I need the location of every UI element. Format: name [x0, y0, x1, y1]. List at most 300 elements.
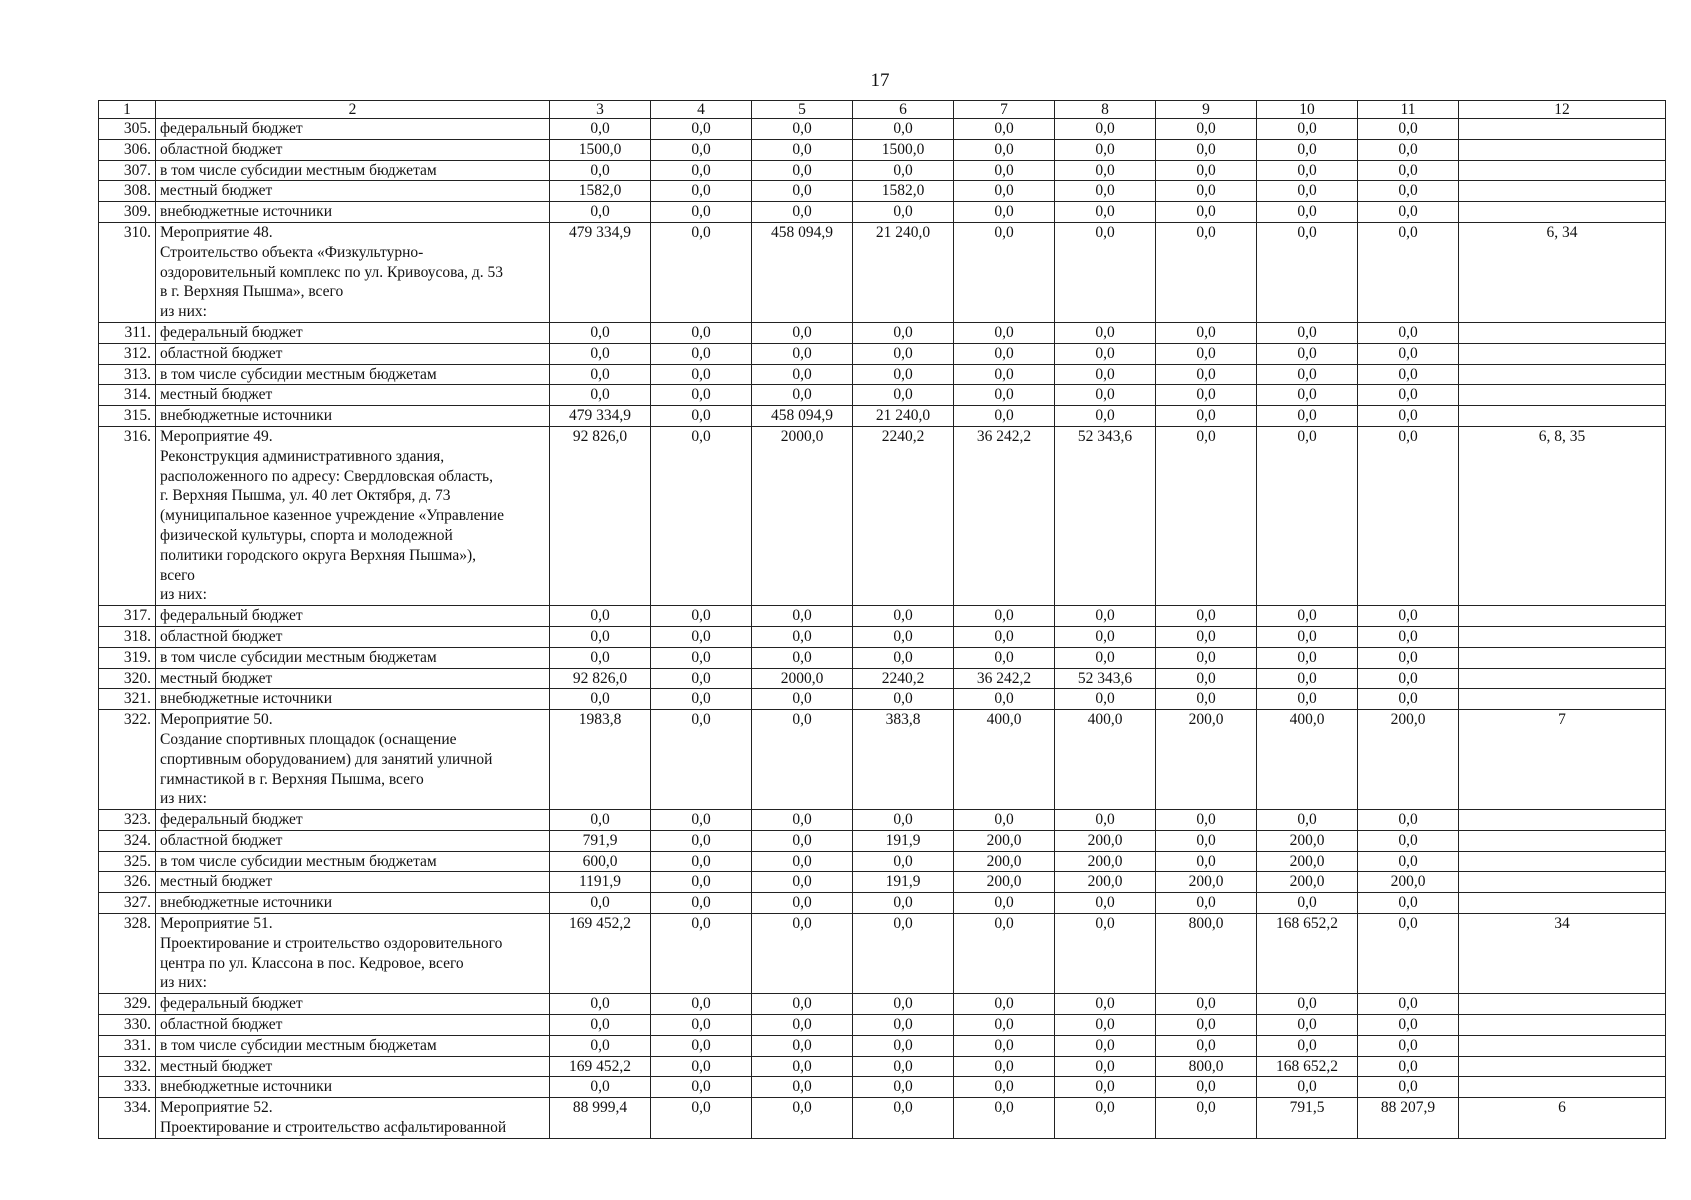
row-description — [156, 647, 550, 668]
value-cell: 0,0 — [752, 385, 853, 406]
value-cell: 0,0 — [1055, 810, 1156, 831]
value-cell: 1582,0 — [550, 181, 651, 202]
description-line: политики городского округа Верхняя Пышма»), — [160, 546, 477, 564]
table-row — [99, 810, 1666, 831]
description-line: в том числе субсидии местным бюджетам — [160, 1036, 437, 1054]
page-number: 17 — [870, 70, 890, 91]
value-cell: 400,0 — [1055, 710, 1156, 810]
column-header: 2 — [156, 101, 550, 119]
value-cell: 0,0 — [1358, 1015, 1459, 1036]
table-row — [99, 1098, 1666, 1139]
value-cell: 0,0 — [1257, 343, 1358, 364]
row-number: 319. — [99, 647, 156, 668]
table-row — [99, 893, 1666, 914]
value-cell: 0,0 — [1257, 893, 1358, 914]
value-cell: 0,0 — [1257, 1035, 1358, 1056]
value-cell: 0,0 — [550, 160, 651, 181]
row-description — [156, 343, 550, 364]
value-cell: 0,0 — [1055, 893, 1156, 914]
value-cell: 0,0 — [853, 810, 954, 831]
row-description — [156, 385, 550, 406]
value-cell: 0,0 — [1358, 668, 1459, 689]
target-indicator-cell — [1459, 385, 1666, 406]
target-indicator-cell — [1459, 119, 1666, 140]
description-line: из них: — [160, 790, 207, 808]
value-cell: 2240,2 — [853, 426, 954, 605]
value-cell: 0,0 — [651, 202, 752, 223]
value-cell: 0,0 — [1156, 689, 1257, 710]
target-indicator-cell — [1459, 872, 1666, 893]
target-indicator-cell: 6, 34 — [1459, 222, 1666, 322]
value-cell: 169 452,2 — [550, 914, 651, 994]
value-cell: 600,0 — [550, 851, 651, 872]
value-cell: 0,0 — [1358, 406, 1459, 427]
value-cell: 88 999,4 — [550, 1098, 651, 1139]
table-row — [99, 202, 1666, 223]
value-cell: 0,0 — [550, 893, 651, 914]
row-number: 320. — [99, 668, 156, 689]
value-cell: 0,0 — [1055, 914, 1156, 994]
description-line: внебюджетные источники — [160, 894, 332, 912]
value-cell: 0,0 — [1358, 181, 1459, 202]
row-description — [156, 668, 550, 689]
value-cell: 0,0 — [752, 160, 853, 181]
row-description — [156, 830, 550, 851]
description-line: в том числе субсидии местным бюджетам — [160, 161, 437, 179]
column-header: 3 — [550, 101, 651, 119]
value-cell: 0,0 — [651, 994, 752, 1015]
value-cell: 0,0 — [1156, 810, 1257, 831]
value-cell: 0,0 — [550, 1015, 651, 1036]
value-cell: 92 826,0 — [550, 668, 651, 689]
value-cell: 0,0 — [1055, 994, 1156, 1015]
value-cell: 0,0 — [1257, 222, 1358, 322]
row-number: 324. — [99, 830, 156, 851]
description-line: внебюджетные источники — [160, 690, 332, 708]
value-cell: 0,0 — [1257, 426, 1358, 605]
target-indicator-cell — [1459, 343, 1666, 364]
value-cell: 0,0 — [1055, 222, 1156, 322]
value-cell: 0,0 — [550, 810, 651, 831]
value-cell: 458 094,9 — [752, 222, 853, 322]
value-cell: 0,0 — [651, 1077, 752, 1098]
row-number: 318. — [99, 626, 156, 647]
value-cell: 0,0 — [1156, 406, 1257, 427]
target-indicator-cell — [1459, 202, 1666, 223]
value-cell: 0,0 — [1055, 1077, 1156, 1098]
value-cell: 200,0 — [1055, 851, 1156, 872]
table-row — [99, 139, 1666, 160]
value-cell: 0,0 — [651, 851, 752, 872]
value-cell: 0,0 — [1358, 647, 1459, 668]
target-indicator-cell — [1459, 626, 1666, 647]
value-cell: 36 242,2 — [954, 426, 1055, 605]
value-cell: 200,0 — [1257, 851, 1358, 872]
value-cell: 0,0 — [1055, 626, 1156, 647]
description-line: в г. Верхняя Пышма», всего — [160, 283, 344, 301]
column-header: 9 — [1156, 101, 1257, 119]
table-row — [99, 364, 1666, 385]
description-line: из них: — [160, 586, 207, 604]
value-cell: 0,0 — [1055, 1015, 1156, 1036]
description-line: из них: — [160, 303, 207, 321]
value-cell: 0,0 — [1156, 181, 1257, 202]
column-number-row — [99, 101, 1666, 119]
value-cell: 0,0 — [1257, 810, 1358, 831]
row-number: 316. — [99, 426, 156, 605]
value-cell: 0,0 — [752, 119, 853, 140]
value-cell: 0,0 — [954, 322, 1055, 343]
value-cell: 0,0 — [1257, 647, 1358, 668]
value-cell: 0,0 — [1257, 160, 1358, 181]
table-row — [99, 426, 1666, 605]
description-line: федеральный бюджет — [160, 995, 303, 1013]
value-cell: 0,0 — [651, 893, 752, 914]
description-line: областной бюджет — [160, 627, 283, 645]
description-line: из них: — [160, 974, 207, 992]
description-line: Реконструкция административного здания, — [160, 447, 445, 465]
row-description — [156, 202, 550, 223]
row-description — [156, 606, 550, 627]
value-cell: 0,0 — [651, 668, 752, 689]
value-cell: 0,0 — [752, 914, 853, 994]
value-cell: 0,0 — [752, 626, 853, 647]
value-cell: 0,0 — [651, 119, 752, 140]
value-cell: 0,0 — [954, 893, 1055, 914]
value-cell: 1500,0 — [550, 139, 651, 160]
value-cell: 0,0 — [1257, 994, 1358, 1015]
column-header: 6 — [853, 101, 954, 119]
row-number: 308. — [99, 181, 156, 202]
description-line: спортивным оборудованием) для занятий уличной — [160, 750, 493, 768]
description-line: Проектирование и строительство асфальтированной — [160, 1119, 507, 1137]
value-cell: 92 826,0 — [550, 426, 651, 605]
value-cell: 0,0 — [651, 872, 752, 893]
target-indicator-cell: 6, 8, 35 — [1459, 426, 1666, 605]
description-line: внебюджетные источники — [160, 1078, 332, 1096]
value-cell: 0,0 — [1055, 160, 1156, 181]
table-row — [99, 872, 1666, 893]
row-description — [156, 181, 550, 202]
target-indicator-cell: 7 — [1459, 710, 1666, 810]
target-indicator-cell — [1459, 810, 1666, 831]
value-cell: 0,0 — [1257, 364, 1358, 385]
value-cell: 0,0 — [752, 1077, 853, 1098]
value-cell: 0,0 — [651, 222, 752, 322]
value-cell: 0,0 — [1156, 364, 1257, 385]
value-cell: 0,0 — [1055, 322, 1156, 343]
table-row — [99, 343, 1666, 364]
target-indicator-cell — [1459, 689, 1666, 710]
value-cell: 0,0 — [954, 385, 1055, 406]
table-row — [99, 830, 1666, 851]
description-line: всего — [160, 566, 195, 584]
description-line: Мероприятие 52. — [160, 1099, 273, 1117]
value-cell: 0,0 — [853, 647, 954, 668]
row-description — [156, 851, 550, 872]
value-cell: 0,0 — [651, 830, 752, 851]
table-row — [99, 1056, 1666, 1077]
value-cell: 0,0 — [954, 647, 1055, 668]
value-cell: 0,0 — [1055, 385, 1156, 406]
table-row — [99, 322, 1666, 343]
table-row — [99, 1015, 1666, 1036]
value-cell: 400,0 — [954, 710, 1055, 810]
value-cell: 0,0 — [954, 1035, 1055, 1056]
row-number: 322. — [99, 710, 156, 810]
row-description — [156, 160, 550, 181]
value-cell: 0,0 — [752, 181, 853, 202]
value-cell: 0,0 — [1358, 385, 1459, 406]
value-cell: 0,0 — [651, 647, 752, 668]
value-cell: 0,0 — [954, 1077, 1055, 1098]
value-cell: 0,0 — [1257, 322, 1358, 343]
value-cell: 0,0 — [1156, 202, 1257, 223]
description-line: Проектирование и строительство оздоровительного — [160, 934, 503, 952]
value-cell: 200,0 — [1156, 710, 1257, 810]
value-cell: 0,0 — [954, 406, 1055, 427]
value-cell: 0,0 — [1358, 322, 1459, 343]
value-cell: 0,0 — [1156, 343, 1257, 364]
row-description — [156, 426, 550, 605]
description-line: Строительство объекта «Физкультурно- — [160, 243, 424, 261]
value-cell: 0,0 — [1156, 1035, 1257, 1056]
value-cell: 0,0 — [1156, 668, 1257, 689]
row-number: 315. — [99, 406, 156, 427]
value-cell: 0,0 — [1358, 914, 1459, 994]
value-cell: 0,0 — [1257, 385, 1358, 406]
row-number: 330. — [99, 1015, 156, 1036]
value-cell: 0,0 — [1358, 810, 1459, 831]
row-description — [156, 222, 550, 322]
column-header: 5 — [752, 101, 853, 119]
target-indicator-cell — [1459, 1035, 1666, 1056]
value-cell: 0,0 — [651, 426, 752, 605]
value-cell: 0,0 — [1055, 364, 1156, 385]
row-number: 323. — [99, 810, 156, 831]
value-cell: 0,0 — [1156, 851, 1257, 872]
value-cell: 0,0 — [651, 160, 752, 181]
table-body — [99, 119, 1666, 1139]
table-row — [99, 222, 1666, 322]
target-indicator-cell — [1459, 994, 1666, 1015]
row-description — [156, 710, 550, 810]
value-cell: 0,0 — [853, 689, 954, 710]
value-cell: 0,0 — [853, 202, 954, 223]
row-description — [156, 872, 550, 893]
value-cell: 0,0 — [1257, 1015, 1358, 1036]
value-cell: 200,0 — [1156, 872, 1257, 893]
value-cell: 0,0 — [1055, 689, 1156, 710]
value-cell: 0,0 — [954, 343, 1055, 364]
value-cell: 0,0 — [954, 689, 1055, 710]
value-cell: 0,0 — [550, 202, 651, 223]
description-line: Мероприятие 49. — [160, 427, 273, 445]
value-cell: 458 094,9 — [752, 406, 853, 427]
value-cell: 0,0 — [954, 139, 1055, 160]
value-cell: 0,0 — [651, 406, 752, 427]
value-cell: 0,0 — [954, 181, 1055, 202]
target-indicator-cell — [1459, 606, 1666, 627]
description-line: Мероприятие 51. — [160, 915, 273, 933]
value-cell: 0,0 — [651, 1056, 752, 1077]
target-indicator-cell: 6 — [1459, 1098, 1666, 1139]
value-cell: 0,0 — [954, 914, 1055, 994]
value-cell: 0,0 — [853, 119, 954, 140]
value-cell: 0,0 — [752, 851, 853, 872]
row-description — [156, 810, 550, 831]
table-row — [99, 914, 1666, 994]
value-cell: 0,0 — [1358, 160, 1459, 181]
value-cell: 0,0 — [853, 893, 954, 914]
description-line: местный бюджет — [160, 1057, 273, 1075]
description-line: в том числе субсидии местным бюджетам — [160, 365, 437, 383]
value-cell: 0,0 — [550, 647, 651, 668]
value-cell: 2240,2 — [853, 668, 954, 689]
value-cell: 0,0 — [853, 606, 954, 627]
table-row — [99, 1035, 1666, 1056]
value-cell: 383,8 — [853, 710, 954, 810]
value-cell: 0,0 — [1257, 139, 1358, 160]
target-indicator-cell — [1459, 364, 1666, 385]
description-line: внебюджетные источники — [160, 407, 332, 425]
value-cell: 200,0 — [954, 851, 1055, 872]
value-cell: 168 652,2 — [1257, 1056, 1358, 1077]
value-cell: 0,0 — [752, 606, 853, 627]
description-line: Мероприятие 48. — [160, 223, 273, 241]
target-indicator-cell — [1459, 139, 1666, 160]
value-cell: 0,0 — [1156, 139, 1257, 160]
value-cell: 0,0 — [1358, 1077, 1459, 1098]
value-cell: 0,0 — [954, 1015, 1055, 1036]
budget-table — [98, 100, 1666, 1139]
value-cell: 0,0 — [1156, 1015, 1257, 1036]
value-cell: 0,0 — [651, 1035, 752, 1056]
value-cell: 0,0 — [752, 1056, 853, 1077]
description-line: (муниципальное казенное учреждение «Управление — [160, 507, 504, 525]
value-cell: 400,0 — [1257, 710, 1358, 810]
value-cell: 0,0 — [1156, 426, 1257, 605]
value-cell: 0,0 — [954, 1056, 1055, 1077]
value-cell: 0,0 — [550, 994, 651, 1015]
table-row — [99, 994, 1666, 1015]
value-cell: 2000,0 — [752, 668, 853, 689]
value-cell: 0,0 — [752, 994, 853, 1015]
value-cell: 0,0 — [954, 119, 1055, 140]
row-description — [156, 119, 550, 140]
table-row — [99, 160, 1666, 181]
row-description — [156, 626, 550, 647]
value-cell: 0,0 — [1055, 119, 1156, 140]
value-cell: 0,0 — [954, 606, 1055, 627]
value-cell: 0,0 — [954, 160, 1055, 181]
target-indicator-cell — [1459, 406, 1666, 427]
value-cell: 0,0 — [1358, 364, 1459, 385]
value-cell: 0,0 — [853, 322, 954, 343]
value-cell: 0,0 — [651, 810, 752, 831]
value-cell: 88 207,9 — [1358, 1098, 1459, 1139]
target-indicator-cell — [1459, 668, 1666, 689]
value-cell: 0,0 — [752, 893, 853, 914]
value-cell: 0,0 — [1358, 1035, 1459, 1056]
value-cell: 0,0 — [550, 343, 651, 364]
column-header: 7 — [954, 101, 1055, 119]
value-cell: 0,0 — [1257, 406, 1358, 427]
description-line: федеральный бюджет — [160, 607, 303, 625]
row-number: 327. — [99, 893, 156, 914]
value-cell: 0,0 — [752, 830, 853, 851]
value-cell: 0,0 — [1257, 626, 1358, 647]
value-cell: 21 240,0 — [853, 406, 954, 427]
row-number: 310. — [99, 222, 156, 322]
value-cell: 0,0 — [1257, 202, 1358, 223]
row-number: 309. — [99, 202, 156, 223]
value-cell: 0,0 — [1156, 119, 1257, 140]
value-cell: 0,0 — [752, 1098, 853, 1139]
value-cell: 0,0 — [1156, 1098, 1257, 1139]
description-line: оздоровительный комплекс по ул. Кривоусова, д. 53 — [160, 263, 503, 281]
row-description — [156, 139, 550, 160]
description-line: физической культуры, спорта и молодежной — [160, 526, 453, 544]
description-line: расположенного по адресу: Свердловская область, — [160, 467, 493, 485]
table-row — [99, 710, 1666, 810]
row-number: 317. — [99, 606, 156, 627]
value-cell: 0,0 — [1156, 322, 1257, 343]
row-number: 326. — [99, 872, 156, 893]
table-row — [99, 385, 1666, 406]
value-cell: 0,0 — [954, 1098, 1055, 1139]
value-cell: 0,0 — [550, 119, 651, 140]
value-cell: 1500,0 — [853, 139, 954, 160]
value-cell: 0,0 — [853, 1056, 954, 1077]
value-cell: 2000,0 — [752, 426, 853, 605]
table-row — [99, 406, 1666, 427]
value-cell: 168 652,2 — [1257, 914, 1358, 994]
value-cell: 0,0 — [1358, 139, 1459, 160]
value-cell: 0,0 — [651, 343, 752, 364]
value-cell: 0,0 — [550, 385, 651, 406]
value-cell: 0,0 — [550, 606, 651, 627]
value-cell: 200,0 — [1257, 830, 1358, 851]
value-cell: 0,0 — [1055, 406, 1156, 427]
value-cell: 0,0 — [853, 385, 954, 406]
value-cell: 791,9 — [550, 830, 651, 851]
value-cell: 0,0 — [1358, 426, 1459, 605]
value-cell: 0,0 — [1055, 343, 1156, 364]
value-cell: 0,0 — [651, 1015, 752, 1036]
value-cell: 200,0 — [954, 872, 1055, 893]
value-cell: 0,0 — [651, 689, 752, 710]
value-cell: 52 343,6 — [1055, 668, 1156, 689]
column-header: 4 — [651, 101, 752, 119]
row-description — [156, 914, 550, 994]
row-number: 325. — [99, 851, 156, 872]
value-cell: 791,5 — [1257, 1098, 1358, 1139]
column-header: 11 — [1358, 101, 1459, 119]
description-line: местный бюджет — [160, 873, 273, 891]
value-cell: 0,0 — [1156, 385, 1257, 406]
value-cell: 0,0 — [651, 139, 752, 160]
target-indicator-cell — [1459, 160, 1666, 181]
value-cell: 0,0 — [1257, 689, 1358, 710]
row-description — [156, 406, 550, 427]
value-cell: 200,0 — [1358, 710, 1459, 810]
value-cell: 191,9 — [853, 872, 954, 893]
value-cell: 0,0 — [1055, 647, 1156, 668]
value-cell: 0,0 — [1257, 181, 1358, 202]
value-cell: 0,0 — [651, 606, 752, 627]
value-cell: 0,0 — [651, 626, 752, 647]
